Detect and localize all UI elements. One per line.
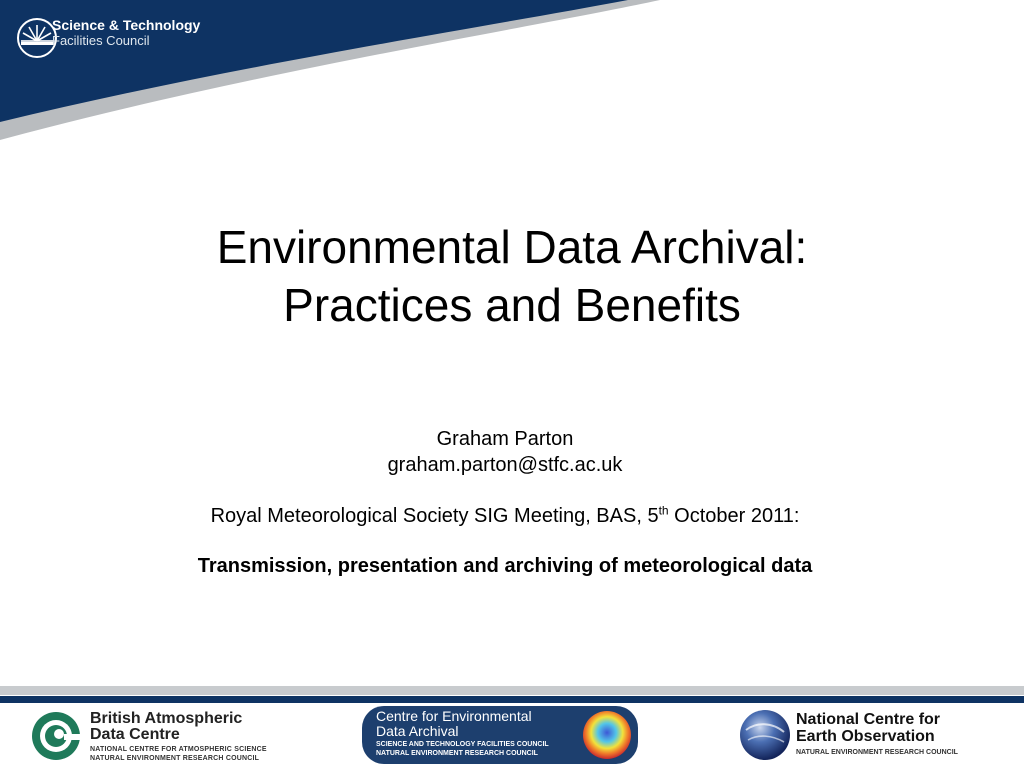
footer-divider [0, 686, 1024, 704]
event-ordinal: th [658, 503, 669, 518]
ceda-wordmark [376, 709, 532, 739]
presenter-block [0, 426, 1010, 478]
neo-line1: National Centre for [796, 711, 941, 728]
neo-line2: Earth Observation [796, 728, 935, 745]
badc-subtitle [90, 745, 267, 763]
org-name-line2: Facilities Council [52, 33, 150, 48]
event-text [0, 503, 1010, 529]
org-name-line1: Science & Technology [52, 17, 201, 33]
author-name: Graham Parton [436, 428, 574, 450]
ceda-sub1: SCIENCE AND TECHNOLOGY FACILITIES COUNCIL [376, 741, 549, 748]
ceda-subtitle [376, 740, 549, 758]
author-email: graham.parton@stfc.ac.uk [387, 454, 623, 476]
neo-wordmark [796, 711, 940, 745]
title-line2: Practices and Benefits [283, 279, 741, 331]
badc-wordmark [90, 711, 242, 743]
stfc-wordmark [52, 17, 200, 49]
event-line [0, 503, 1010, 529]
event-prefix: Royal Meteorological Society SIG Meeting, BAS, 5 [210, 505, 659, 527]
badc-line1: British Atmospheric [90, 710, 243, 727]
event-suffix: October 2011: [668, 505, 800, 527]
ceda-line1: Centre for Environmental [376, 708, 532, 724]
slide-title [0, 218, 1024, 334]
badc-sub1: NATIONAL CENTRE FOR ATMOSPHERIC SCIENCE [90, 746, 267, 753]
ceda-globe-logo [580, 708, 634, 762]
title-line1: Environmental Data Archival: [216, 221, 808, 273]
ceda-line2: Data Archival [376, 723, 459, 739]
neo-globe-logo [738, 708, 792, 762]
neo-subtitle: NATURAL ENVIRONMENT RESEARCH COUNCIL [796, 749, 958, 756]
ceda-sub2: NATURAL ENVIRONMENT RESEARCH COUNCIL [376, 750, 538, 757]
session-title [0, 553, 1010, 579]
badc-line2: Data Centre [90, 726, 180, 743]
badc-sub2: NATURAL ENVIRONMENT RESEARCH COUNCIL [90, 755, 260, 762]
session-text: Transmission, presentation and archiving of meteorological data [197, 555, 813, 577]
badc-swirl-logo [30, 710, 82, 762]
